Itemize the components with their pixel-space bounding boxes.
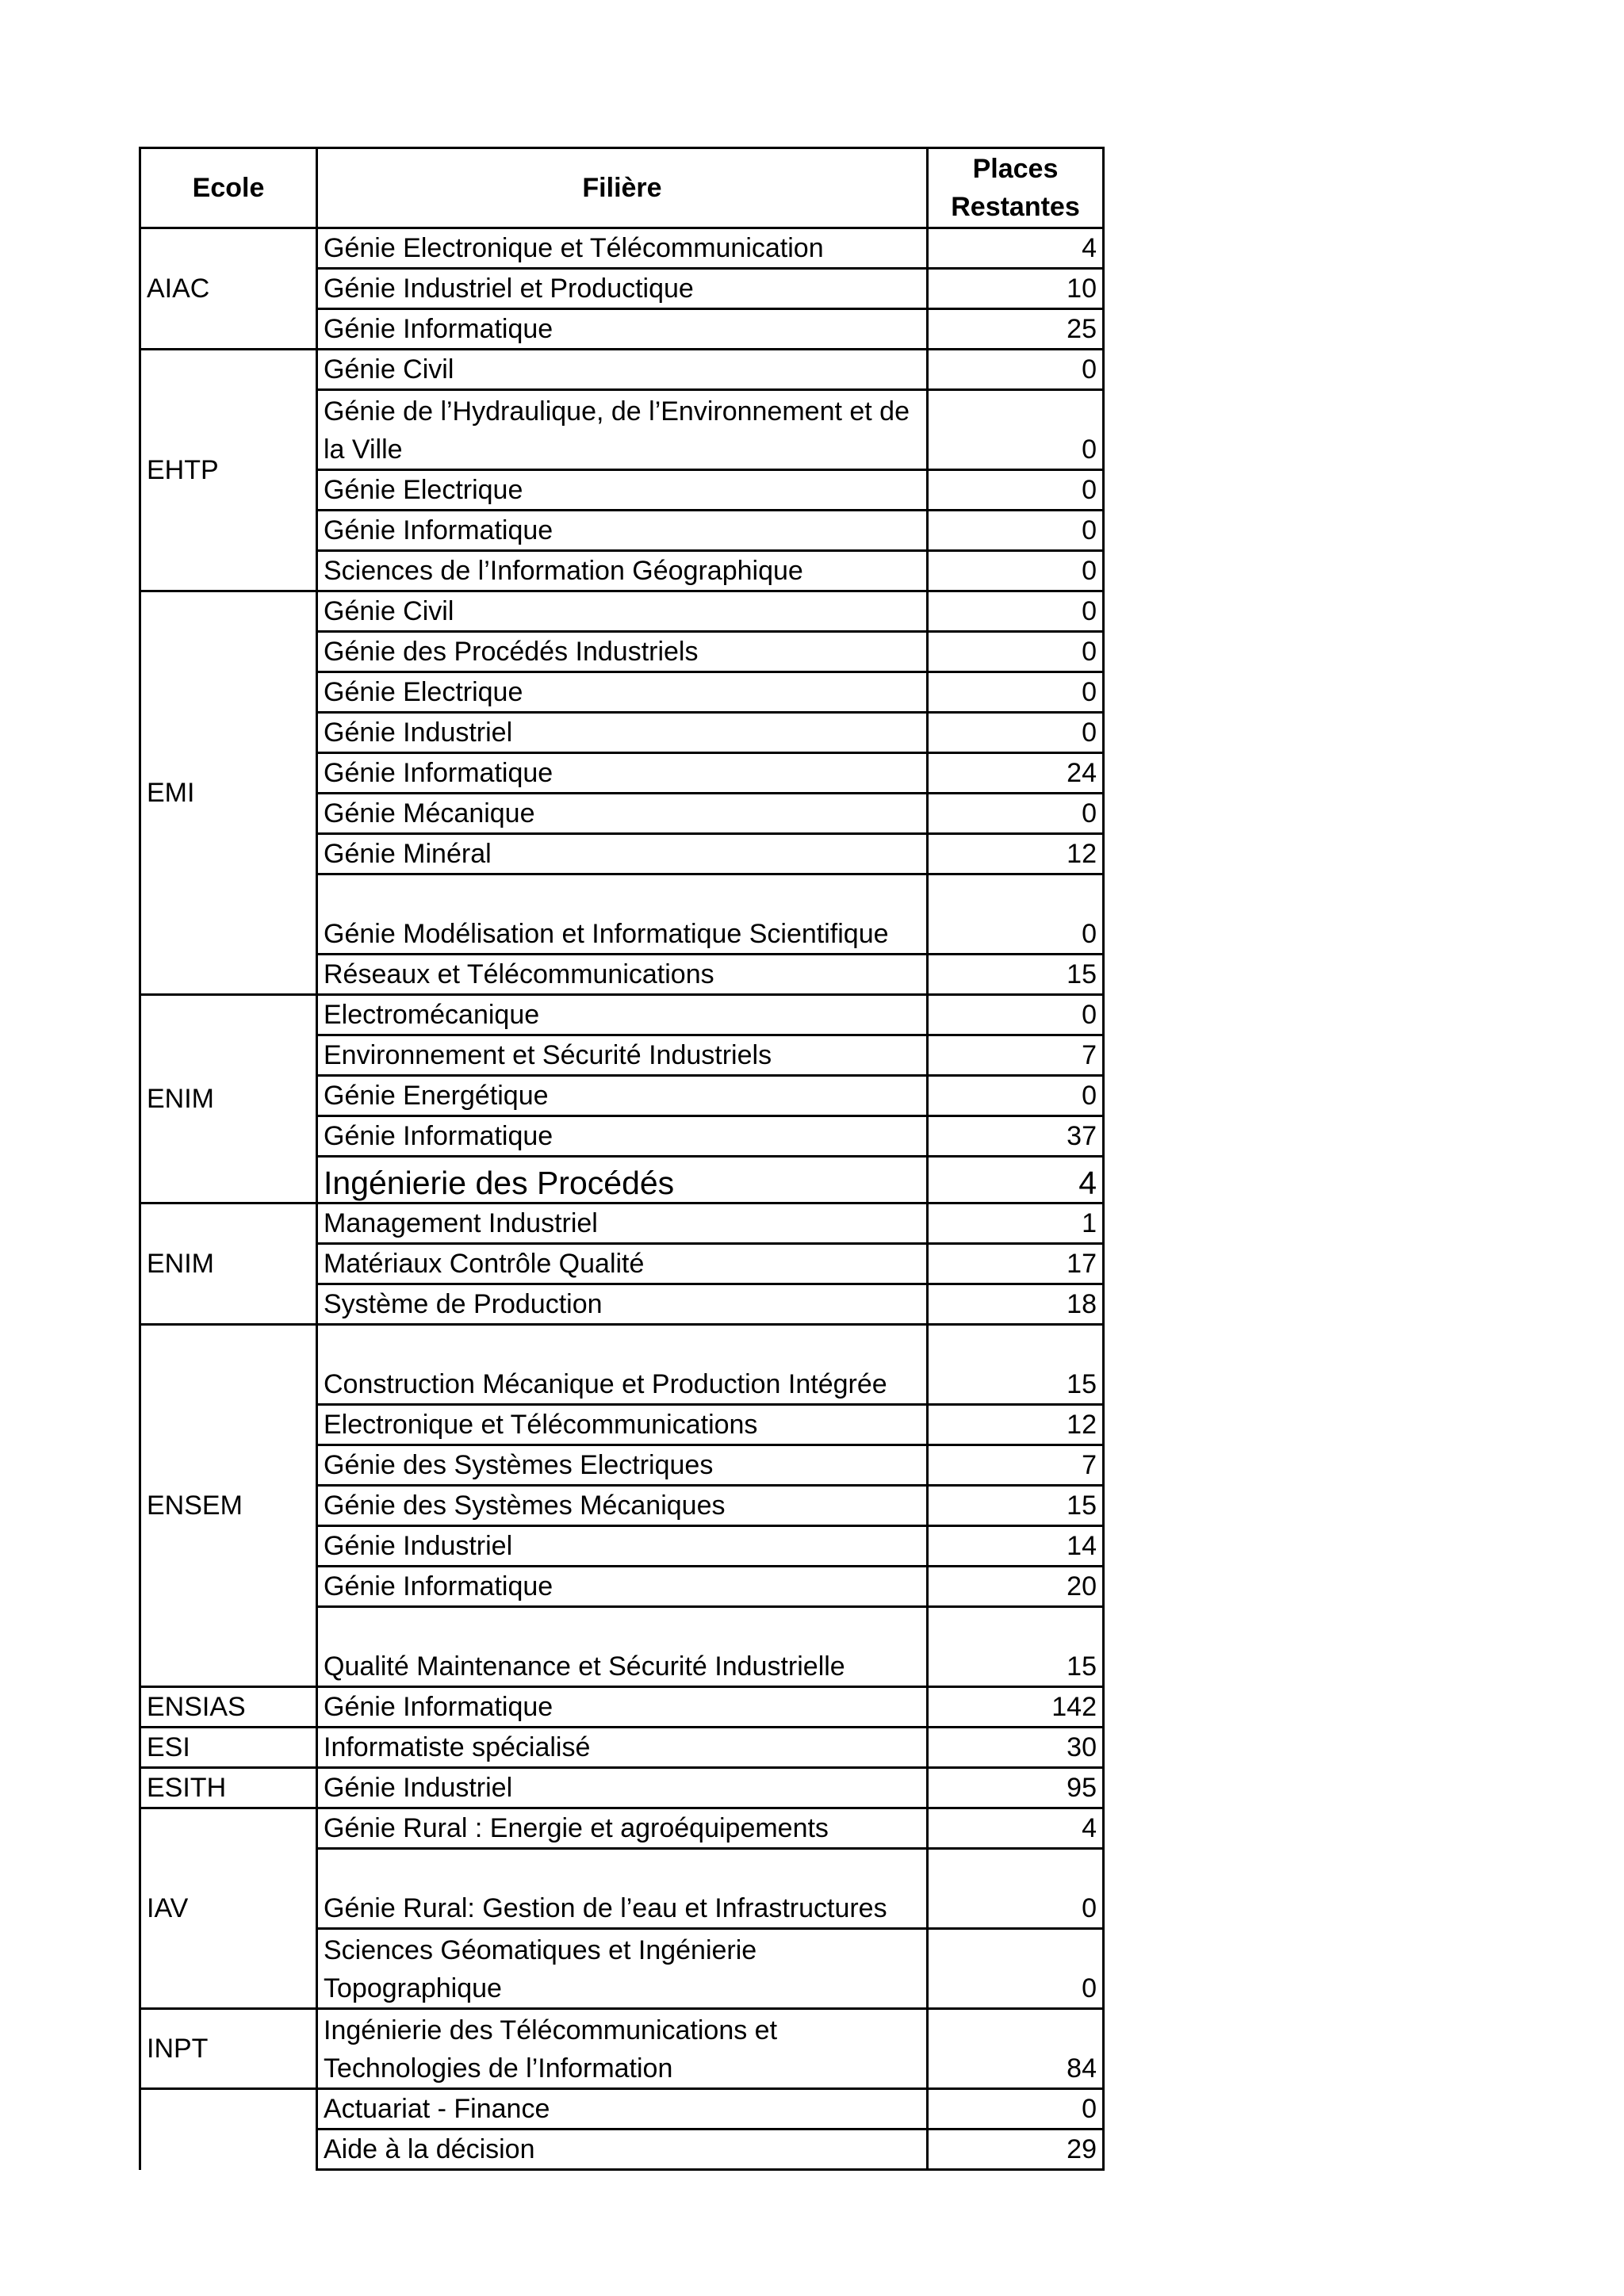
places-cell: 30 (928, 1728, 1104, 1768)
places-cell: 0 (928, 672, 1104, 713)
filiere-cell: Aide à la décision (317, 2130, 928, 2170)
places-cell: 4 (928, 1808, 1104, 1849)
filiere-cell: Génie des Systèmes Electriques (317, 1445, 928, 1486)
places-cell: 0 (928, 713, 1104, 753)
places-cell: 4 (928, 228, 1104, 269)
ecole-cell: IAV (140, 1808, 317, 2009)
places-cell: 4 (928, 1157, 1104, 1203)
places-cell: 0 (928, 390, 1104, 470)
table-row (140, 995, 1104, 1035)
table-row (140, 2089, 1104, 2130)
places-cell: 0 (928, 1076, 1104, 1116)
filiere-cell: Génie Civil (317, 591, 928, 632)
places-cell: 0 (928, 1929, 1104, 2009)
filiere-cell: Génie Informatique (317, 1116, 928, 1157)
filiere-cell: Electronique et Télécommunications (317, 1405, 928, 1445)
places-cell: 7 (928, 1035, 1104, 1076)
ecole-cell: ENIM (140, 1203, 317, 1325)
filiere-cell: Génie Minéral (317, 834, 928, 874)
table-row (140, 1768, 1104, 1808)
header-row (140, 148, 1104, 228)
places-cell: 29 (928, 2130, 1104, 2170)
filiere-cell: Informatiste spécialisé (317, 1728, 928, 1768)
places-cell: 0 (928, 2089, 1104, 2130)
places-cell: 14 (928, 1526, 1104, 1567)
filiere-cell: Génie Industriel (317, 1768, 928, 1808)
table-row (140, 1203, 1104, 1244)
filiere-cell: Génie de l’Hydraulique, de l’Environnement et de la Ville (317, 390, 928, 470)
ecole-cell: AIAC (140, 228, 317, 350)
filiere-cell: Sciences Géomatiques et Ingénierie Topographique (317, 1929, 928, 2009)
ecole-cell: ENIM (140, 995, 317, 1203)
places-cell: 12 (928, 834, 1104, 874)
places-cell: 0 (928, 511, 1104, 551)
places-cell: 15 (928, 1607, 1104, 1687)
ecole-cell (140, 2089, 317, 2170)
places-cell: 0 (928, 470, 1104, 511)
places-cell: 25 (928, 309, 1104, 350)
table-row (140, 1325, 1104, 1405)
filiere-cell: Génie Electronique et Télécommunication (317, 228, 928, 269)
places-cell: 0 (928, 794, 1104, 834)
places-cell: 142 (928, 1687, 1104, 1728)
table-row (140, 1808, 1104, 1849)
filiere-cell: Génie Informatique (317, 1687, 928, 1728)
filiere-cell: Génie Rural: Gestion de l’eau et Infrastructures (317, 1849, 928, 1929)
places-cell: 24 (928, 753, 1104, 794)
filiere-cell: Génie Energétique (317, 1076, 928, 1116)
filiere-cell: Matériaux Contrôle Qualité (317, 1244, 928, 1284)
table-row (140, 1687, 1104, 1728)
places-cell: 1 (928, 1203, 1104, 1244)
filiere-cell: Génie Informatique (317, 309, 928, 350)
filiere-cell: Génie Modélisation et Informatique Scientifique (317, 874, 928, 955)
filiere-cell: Génie Industriel (317, 1526, 928, 1567)
filiere-cell: Génie Industriel (317, 713, 928, 753)
filiere-cell: Construction Mécanique et Production Intégrée (317, 1325, 928, 1405)
places-cell: 0 (928, 632, 1104, 672)
ecole-cell: ENSEM (140, 1325, 317, 1687)
filiere-cell: Génie Informatique (317, 753, 928, 794)
filiere-cell: Génie Electrique (317, 672, 928, 713)
places-cell: 20 (928, 1567, 1104, 1607)
filiere-cell: Environnement et Sécurité Industriels (317, 1035, 928, 1076)
places-cell: 95 (928, 1768, 1104, 1808)
places-cell: 17 (928, 1244, 1104, 1284)
places-cell: 15 (928, 1325, 1104, 1405)
ecole-cell: EMI (140, 591, 317, 995)
places-cell: 15 (928, 1486, 1104, 1526)
places-cell: 37 (928, 1116, 1104, 1157)
filiere-cell: Système de Production (317, 1284, 928, 1325)
filiere-cell: Qualité Maintenance et Sécurité Industrielle (317, 1607, 928, 1687)
filiere-cell: Génie des Systèmes Mécaniques (317, 1486, 928, 1526)
places-cell: 0 (928, 591, 1104, 632)
filiere-cell: Génie Informatique (317, 511, 928, 551)
filiere-cell: Génie Informatique (317, 1567, 928, 1607)
filiere-cell: Ingénierie des Télécommunications et Technologies de l’Information (317, 2009, 928, 2089)
places-cell: 84 (928, 2009, 1104, 2089)
places-restantes-table (139, 147, 1105, 2171)
filiere-cell: Génie Electrique (317, 470, 928, 511)
filiere-cell: Management Industriel (317, 1203, 928, 1244)
ecole-cell: ESI (140, 1728, 317, 1768)
places-cell: 15 (928, 955, 1104, 995)
table-row (140, 2009, 1104, 2089)
places-cell: 12 (928, 1405, 1104, 1445)
filiere-cell: Actuariat - Finance (317, 2089, 928, 2130)
ecole-cell: ESITH (140, 1768, 317, 1808)
ecole-cell: EHTP (140, 350, 317, 591)
header-ecole: Ecole (140, 148, 317, 228)
places-cell: 0 (928, 1849, 1104, 1929)
places-cell: 10 (928, 269, 1104, 309)
table-row (140, 1728, 1104, 1768)
filiere-cell: Ingénierie des Procédés (317, 1157, 928, 1203)
filiere-cell: Génie Rural : Energie et agroéquipements (317, 1808, 928, 1849)
filiere-cell: Electromécanique (317, 995, 928, 1035)
places-cell: 18 (928, 1284, 1104, 1325)
table-row (140, 591, 1104, 632)
filiere-cell: Génie Civil (317, 350, 928, 390)
ecole-cell: ENSIAS (140, 1687, 317, 1728)
places-cell: 0 (928, 551, 1104, 591)
filiere-cell: Génie des Procédés Industriels (317, 632, 928, 672)
filiere-cell: Réseaux et Télécommunications (317, 955, 928, 995)
places-cell: 0 (928, 995, 1104, 1035)
ecole-cell: INPT (140, 2009, 317, 2089)
table-row (140, 350, 1104, 390)
places-cell: 0 (928, 874, 1104, 955)
header-places-restantes: Places Restantes (928, 148, 1104, 228)
table-row (140, 228, 1104, 269)
header-filiere: Filière (317, 148, 928, 228)
filiere-cell: Génie Mécanique (317, 794, 928, 834)
places-cell: 0 (928, 350, 1104, 390)
places-cell: 7 (928, 1445, 1104, 1486)
filiere-cell: Sciences de l’Information Géographique (317, 551, 928, 591)
filiere-cell: Génie Industriel et Productique (317, 269, 928, 309)
